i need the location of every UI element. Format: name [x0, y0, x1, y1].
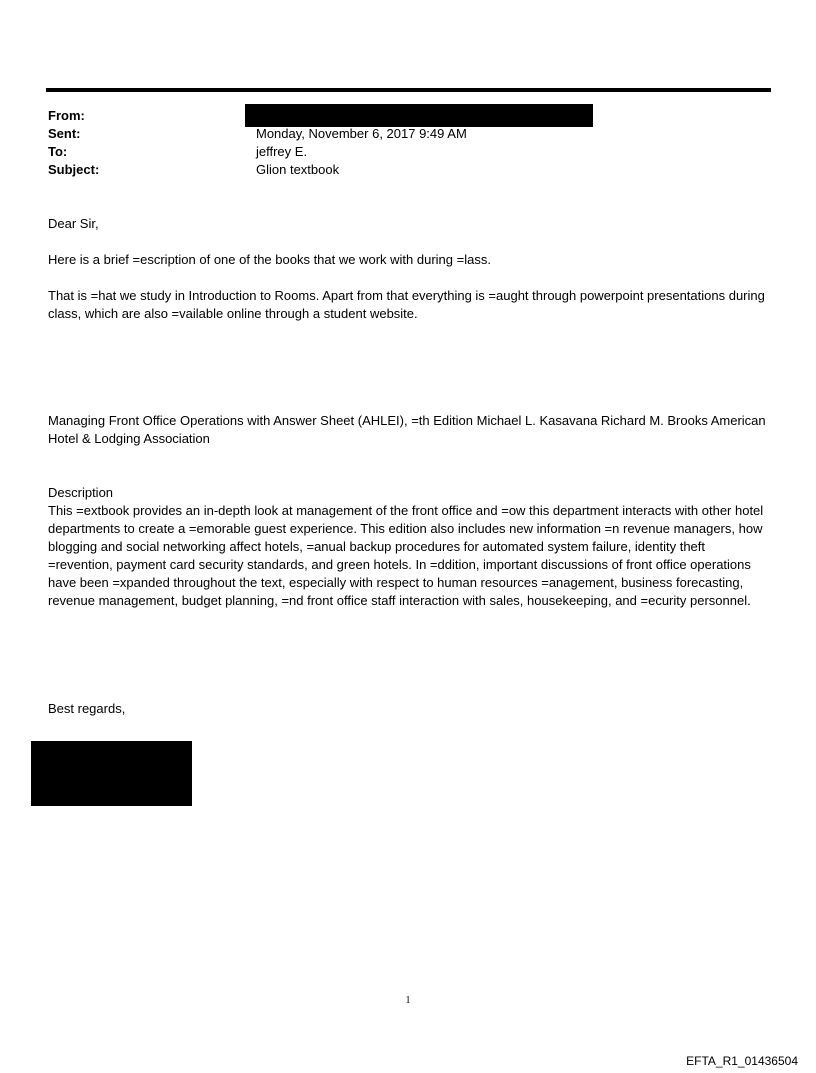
from-label: From:: [48, 108, 85, 123]
intro-paragraph: Here is a brief =escription of one of the books that we work with during =lass.: [48, 252, 491, 267]
sent-label: Sent:: [48, 126, 81, 141]
document-id: EFTA_R1_01436504: [686, 1054, 798, 1068]
redacted-sender: [245, 104, 593, 127]
redacted-signature: [31, 741, 192, 806]
to-value: jeffrey E.: [256, 144, 308, 159]
subject-label: Subject:: [48, 162, 100, 177]
greeting: Dear Sir,: [48, 216, 99, 231]
to-label: To:: [48, 144, 68, 159]
header-divider: [46, 88, 771, 92]
description-paragraph: This =extbook provides an in-depth look at management of the front office and =ow this department interacts with other hotel departments to create a =emorable guest experience. This edition also includes new information =n revenue managers, how blogging and social networking affect hotels, =anual backup procedures for automated system failure, identity theft =revention, payment card security standards, and green hotels. In =ddition, important discussions of front office operations have been =xpanded throughout the text, especially with respect to human resources =anagement, business forecasting, revenue management, budget planning, =nd front office staff interaction with sales, housekeeping, and =ecurity personnel.: [48, 503, 764, 608]
page-number: 1: [405, 995, 411, 1006]
closing: Best regards,: [48, 701, 126, 716]
description-heading: Description: [48, 485, 114, 500]
subject-value: Glion textbook: [256, 162, 340, 177]
book-title-paragraph: Managing Front Office Operations with Answer Sheet (AHLEI), =th Edition Michael L. Kasavana Richard M. Brooks American Hotel & Lodging Association: [48, 413, 766, 446]
sent-value: Monday, November 6, 2017 9:49 AM: [256, 126, 467, 141]
rooms-paragraph: That is =hat we study in Introduction to Rooms. Apart from that everything is =aught through powerpoint presentations during class, which are also =vailable online through a student website.: [48, 288, 765, 321]
